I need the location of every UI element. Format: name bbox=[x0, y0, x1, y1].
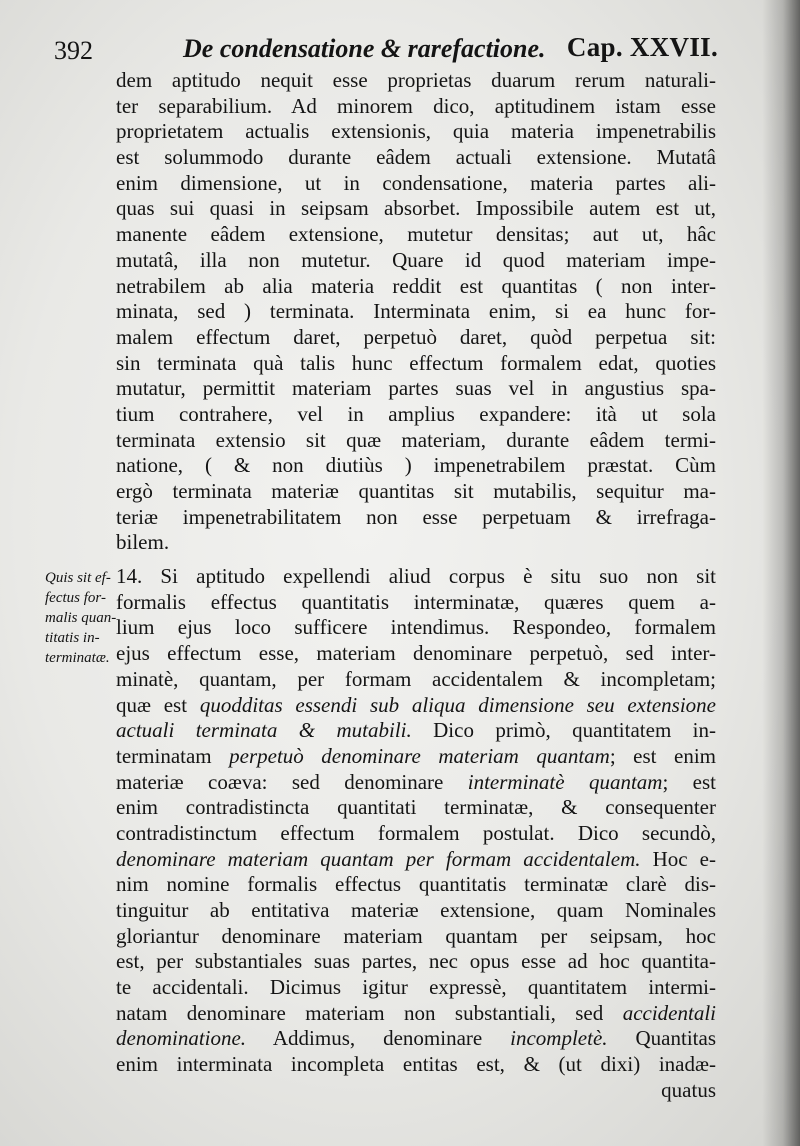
text-run: tinguitur ab entitativa materiæ extensione, quam Nominales bbox=[116, 898, 716, 922]
text-run: manente eâdem extensione, mutetur densitas; aut ut, hâc bbox=[116, 222, 716, 247]
text-run: quatus bbox=[661, 1077, 716, 1102]
text-line bbox=[116, 222, 716, 248]
text-line bbox=[116, 376, 716, 402]
page-number: 392 bbox=[54, 36, 93, 65]
text-line bbox=[116, 795, 716, 821]
text-run: ergò terminata materiæ quantitas sit mutabilis, sequitur ma- bbox=[116, 479, 716, 503]
italic-phrase: incompletè. bbox=[510, 1026, 608, 1051]
text-run: ejus effectum esse, materiam denominare perpetuò, sed inter- bbox=[116, 641, 716, 666]
page-header bbox=[48, 28, 718, 68]
text-line bbox=[116, 428, 716, 454]
marginal-note bbox=[45, 568, 127, 668]
text-run: gloriantur denominare materiam quantam per seipsam, hoc bbox=[116, 923, 716, 948]
italic-phrase: accidentali bbox=[622, 1000, 716, 1025]
marginal-note-line: fectus for- bbox=[45, 590, 106, 606]
text-run: contradistinctum effectum formalem postulat. Dico secundò, bbox=[116, 820, 716, 845]
text-line bbox=[116, 325, 716, 351]
text-run: enim interminata incompleta entitas est, & (ut dixi) inadæ- bbox=[116, 1052, 716, 1077]
text-run: netrabilem ab alia materia reddit est quantitas ( non inter- bbox=[116, 273, 716, 298]
text-run: nim nomine formalis effectus quantitatis terminatæ clarè dis- bbox=[116, 872, 716, 897]
text-run: bilem. bbox=[116, 530, 170, 555]
text-run: malem effectum daret, perpetuò daret, quòd perpetua sit: bbox=[116, 324, 716, 349]
text-line bbox=[116, 479, 716, 505]
text-line bbox=[116, 530, 716, 556]
text-run: natione, ( & non diutiùs ) impenetrabilem præstat. Cùm bbox=[116, 453, 716, 478]
text-run: 14. Si aptitudo expellendi aliud corpus è situ suo non sit bbox=[116, 564, 716, 589]
text-run: formalis effectus quantitatis interminatæ, quæres quem a- bbox=[116, 589, 716, 614]
text-line bbox=[116, 68, 716, 94]
text-run: sin terminata quà talis hunc effectum formalem edat, quoties bbox=[116, 350, 716, 375]
text-line bbox=[116, 975, 716, 1001]
text-line bbox=[116, 564, 716, 590]
text-line bbox=[116, 949, 716, 975]
text-run: enim dimensione, ut in condensatione, materia partes ali- bbox=[116, 170, 716, 195]
text-run: quas sui quasi in seipsam absorbet. Impossibile autem est ut, bbox=[116, 196, 716, 221]
italic-phrase: quodditas essendi sub aliqua dimensione seu extensione bbox=[199, 692, 716, 717]
text-line bbox=[116, 248, 716, 274]
text-run: est, per substantiales suas partes, nec opus esse ad hoc quantita- bbox=[116, 949, 716, 974]
text-line bbox=[116, 847, 716, 873]
text-line bbox=[116, 94, 716, 120]
text-run: lium ejus loco sufficere intendimus. Respondeo, formalem bbox=[116, 615, 716, 640]
text-line bbox=[116, 1026, 716, 1052]
text-line bbox=[116, 615, 716, 641]
text-line bbox=[116, 641, 716, 667]
italic-phrase: perpetuò denominare materiam quantam bbox=[229, 743, 610, 768]
italic-phrase: denominatione. bbox=[116, 1026, 247, 1051]
text-line bbox=[116, 274, 716, 300]
text-run: tium contrahere, vel in amplius expandere: ità ut sola bbox=[116, 401, 716, 426]
text-line bbox=[116, 744, 716, 770]
text-run: ter separabilium. Ad minorem dico, aptitudinem istam esse bbox=[116, 93, 716, 118]
text-line bbox=[116, 770, 716, 796]
text-run: natam denominare materiam non substantiali, sed bbox=[116, 1000, 623, 1025]
marginal-note-line: malis quan- bbox=[45, 610, 117, 626]
text-line bbox=[116, 351, 716, 377]
marginal-note-line: titatis in- bbox=[45, 630, 100, 646]
text-run: terminatam bbox=[116, 743, 230, 768]
italic-phrase: denominare materiam quantam per formam accidentalem. bbox=[116, 846, 641, 871]
text-run: est solummodo durante eâdem actuali extensione. Mutatâ bbox=[116, 145, 716, 170]
text-line bbox=[116, 505, 716, 531]
text-run: terminata extensio sit quæ materiam, durante eâdem termi- bbox=[116, 427, 716, 452]
text-line bbox=[116, 1052, 716, 1078]
page-edge-shadow bbox=[762, 0, 800, 1146]
text-run: Addimus, denominare bbox=[246, 1026, 511, 1051]
text-line bbox=[116, 171, 716, 197]
italic-phrase: actuali terminata & mutabili. bbox=[116, 718, 412, 743]
text-line bbox=[116, 299, 716, 325]
italic-phrase: interminatè quantam bbox=[467, 769, 663, 794]
text-run: enim contradistincta quantitati terminatæ, & consequenter bbox=[116, 795, 716, 820]
text-run: mutatur, permittit materiam partes suas vel in angustius spa- bbox=[116, 376, 716, 401]
text-line bbox=[116, 402, 716, 428]
text-run: ; est bbox=[662, 769, 716, 794]
text-line bbox=[116, 924, 716, 950]
text-run: dem aptitudo nequit esse proprietas duarum rerum naturali- bbox=[116, 68, 716, 92]
text-line bbox=[116, 693, 716, 719]
text-line bbox=[116, 821, 716, 847]
text-line bbox=[116, 590, 716, 616]
text-line bbox=[116, 196, 716, 222]
text-run: quæ est bbox=[116, 692, 200, 717]
text-line bbox=[116, 119, 716, 145]
text-run: te accidentali. Dicimus igitur expressè, quantitatem intermi- bbox=[116, 975, 716, 1000]
text-line bbox=[116, 1078, 716, 1104]
marginal-note-line: Quis sit ef- bbox=[45, 570, 111, 586]
text-run: proprietatem actualis extensionis, quia materia impenetrabilis bbox=[116, 119, 716, 144]
text-run: Dico primò, quantitatem in- bbox=[411, 718, 716, 743]
chapter-heading: Cap. XXVII. bbox=[566, 32, 718, 62]
text-line bbox=[116, 872, 716, 898]
text-run: ; est enim bbox=[609, 743, 716, 768]
body-text bbox=[116, 68, 716, 1104]
text-line bbox=[116, 1001, 716, 1027]
text-run: Hoc e- bbox=[640, 846, 716, 871]
text-run: minata, sed ) terminata. Interminata enim, si ea hunc for- bbox=[116, 299, 716, 324]
text-line bbox=[116, 898, 716, 924]
text-run: Quantitas bbox=[607, 1026, 716, 1051]
text-run: minatè, quantam, per formam accidentalem & incompletam; bbox=[116, 666, 716, 691]
text-line bbox=[116, 145, 716, 171]
text-run: teriæ impenetrabilitatem non esse perpetuam & irrefraga- bbox=[116, 504, 716, 529]
text-line bbox=[116, 453, 716, 479]
text-run: materiæ coæva: sed denominare bbox=[116, 769, 468, 794]
running-title: De condensatione & rarefactione. bbox=[183, 34, 546, 63]
text-line bbox=[116, 718, 716, 744]
text-run: mutatâ, illa non mutetur. Quare id quod materiam impe- bbox=[116, 247, 716, 272]
marginal-note-line: terminatæ. bbox=[45, 650, 110, 666]
text-line bbox=[116, 667, 716, 693]
